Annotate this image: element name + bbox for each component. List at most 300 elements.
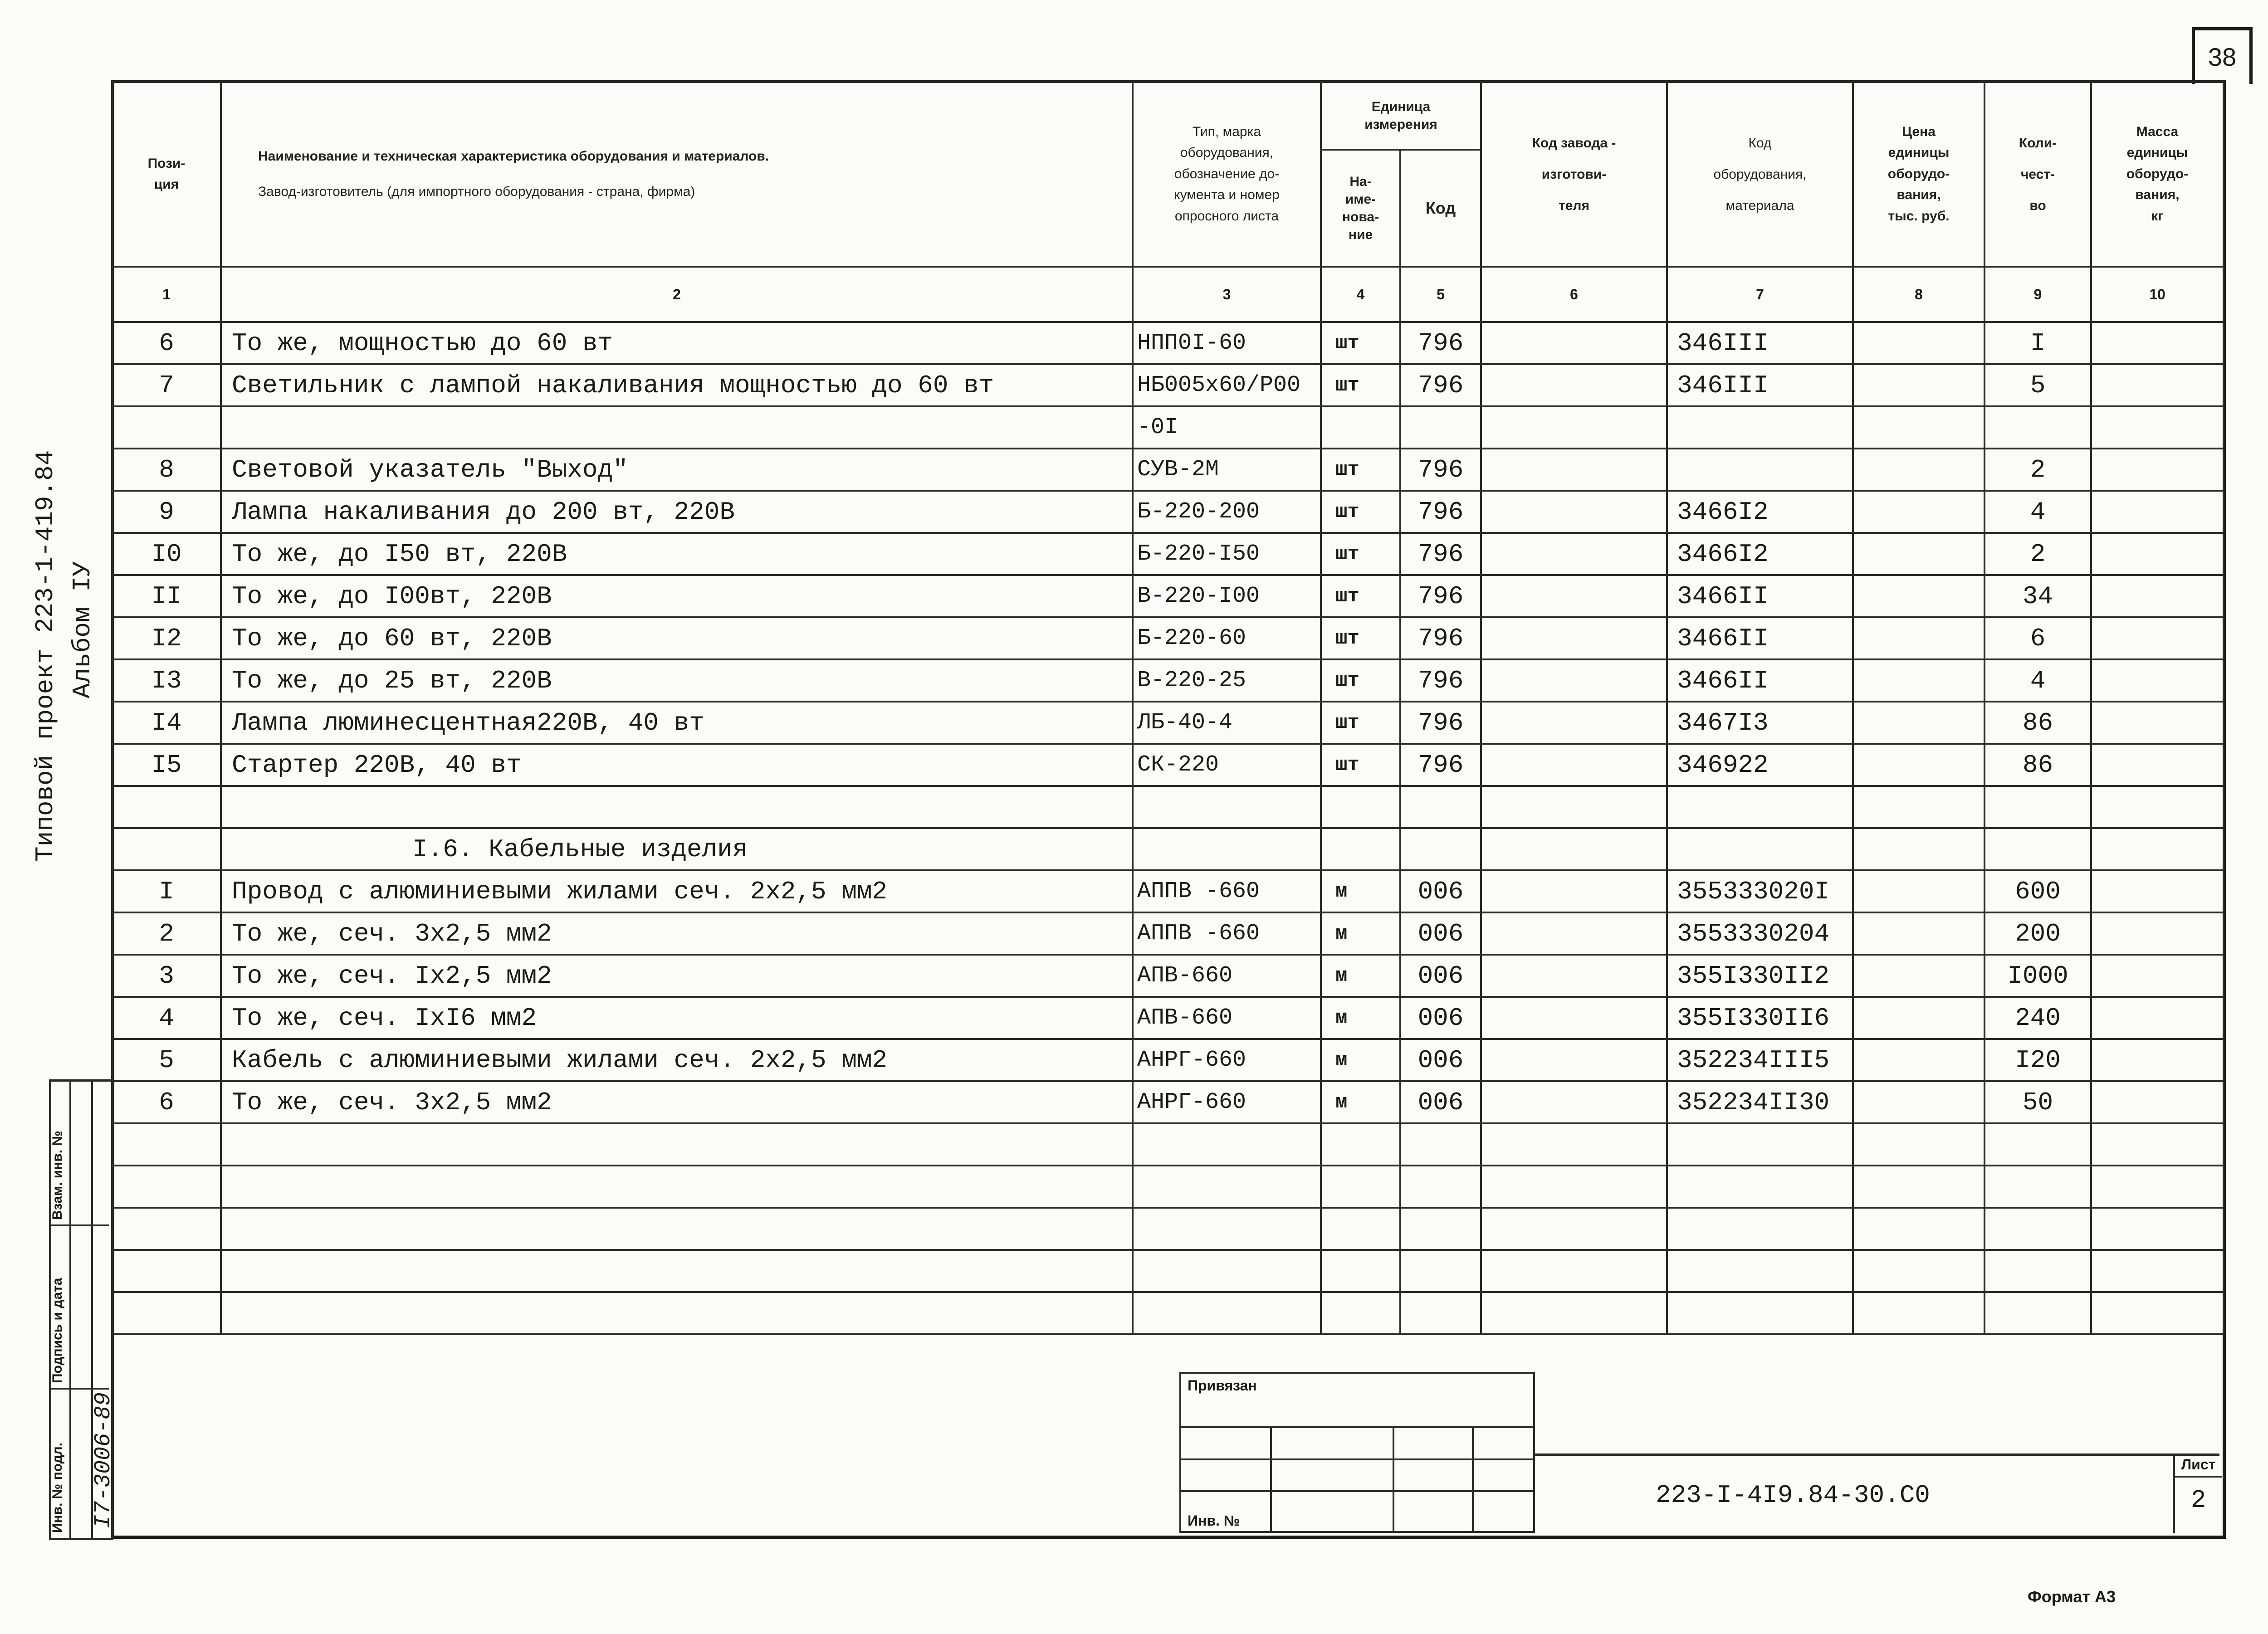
cell-price [1853,533,1984,575]
cell-qty: I000 [1984,955,2091,997]
cell-code: 006 [1400,1081,1481,1123]
cell-mass [2091,491,2224,533]
cell-plant [1481,828,1667,870]
cell-pos: I4 [112,702,221,744]
cell-plant [1481,1123,1667,1166]
cell-price [1853,1123,1984,1166]
cell-eq: 346III [1667,322,1853,364]
header-name-line1: Наименование и техническая характеристика оборудования и материалов. [258,149,769,164]
album-title: Альбом IУ [68,561,97,698]
cell-type: АПВ-660 [1133,997,1321,1039]
cell-type: СК-220 [1133,744,1321,786]
cell-plant [1481,491,1667,533]
table-row [112,533,2224,575]
cell-eq [1667,786,1853,828]
header-unit-group: Единица измерения [1321,82,1481,150]
cell-eq: 3466I2 [1667,491,1853,533]
header-quantity: Коли- чест- во [1984,82,2091,267]
cell-name: То же, до 60 вт, 220В [221,617,1133,659]
side-label-signature: Подпись и дата [50,1278,65,1383]
stamp-sheet-box [2173,1454,2222,1533]
cell-code [1400,828,1481,870]
cell-pos: 9 [112,491,221,533]
cell-unit: шт [1321,744,1400,786]
cell-qty: 240 [1984,997,2091,1039]
cell-price [1853,1039,1984,1081]
cell-mass [2091,1081,2224,1123]
cell-price [1853,1292,1984,1334]
table-row [112,617,2224,659]
cell-qty: 4 [1984,491,2091,533]
cell-plant [1481,1039,1667,1081]
header-equipment-code: Код оборудования, материала [1667,82,1853,267]
column-number: 3 [1133,267,1321,322]
header-unit-name: На- име- нова- ние [1321,150,1400,267]
cell-unit [1321,1208,1400,1250]
cell-name: То же, до I50 вт, 220В [221,533,1133,575]
cell-mass [2091,575,2224,617]
cell-price [1853,659,1984,702]
cell-qty: 6 [1984,617,2091,659]
cell-qty: 200 [1984,912,2091,955]
cell-pos: II [112,575,221,617]
cell-unit [1321,406,1400,449]
cell-type: АППВ -660 [1133,912,1321,955]
project-title: Типовой проект 223-1-419.84 [31,450,60,862]
cell-plant [1481,786,1667,828]
cell-pos [112,1208,221,1250]
cell-unit: м [1321,955,1400,997]
cell-price [1853,828,1984,870]
specification-table [111,81,2224,1335]
cell-code: 796 [1400,322,1481,364]
cell-code [1400,1123,1481,1166]
table-row [112,786,2224,828]
cell-name: То же, до I00вт, 220В [221,575,1133,617]
cell-price [1853,955,1984,997]
cell-type: АППВ -660 [1133,870,1321,912]
cell-qty: 50 [1984,1081,2091,1123]
cell-pos [112,406,221,449]
cell-price [1853,617,1984,659]
cell-name [221,1292,1133,1334]
cell-plant [1481,659,1667,702]
cell-plant [1481,997,1667,1039]
cell-type [1133,828,1321,870]
cell-pos: 7 [112,364,221,406]
cell-mass [2091,1123,2224,1166]
cell-eq [1667,1123,1853,1166]
cell-unit [1321,1166,1400,1208]
cell-unit: шт [1321,617,1400,659]
header-price: Цена единицы оборудо- вания, тыс. руб. [1853,82,1984,267]
cell-eq [1667,406,1853,449]
cell-plant [1481,1081,1667,1123]
cell-type [1133,1166,1321,1208]
header-position: Пози- ция [112,82,221,267]
cell-qty [1984,406,2091,449]
cell-name: То же, сеч. IхI6 мм2 [221,997,1133,1039]
cell-price [1853,364,1984,406]
header-name-line2: Завод-изготовитель (для импортного оборудования - страна, фирма) [258,184,695,199]
cell-name: I.6. Кабельные изделия [221,828,1133,870]
cell-price [1853,997,1984,1039]
cell-name: То же, до 25 вт, 220В [221,659,1133,702]
cell-mass [2091,449,2224,491]
cell-code: 796 [1400,575,1481,617]
cell-qty [1984,828,2091,870]
cell-type: ЛБ-40-4 [1133,702,1321,744]
cell-type: НПП0I-60 [1133,322,1321,364]
table-row [112,449,2224,491]
cell-plant [1481,955,1667,997]
stamp-linked: Привязан [1180,1373,1534,1427]
side-label-replace: Взам. инв. № [50,1131,65,1220]
cell-plant [1481,533,1667,575]
cell-eq: 352234III5 [1667,1039,1853,1081]
cell-code: 796 [1400,533,1481,575]
column-number: 6 [1481,267,1667,322]
cell-mass [2091,406,2224,449]
header-mass: Масса единицы оборудо- вания, кг [2091,82,2224,267]
cell-mass [2091,955,2224,997]
column-number: 5 [1400,267,1481,322]
cell-unit: шт [1321,364,1400,406]
cell-name [221,1250,1133,1292]
cell-eq: 3466II [1667,575,1853,617]
cell-eq: 3466II [1667,659,1853,702]
cell-unit [1321,1123,1400,1166]
cell-mass [2091,828,2224,870]
cell-code: 796 [1400,491,1481,533]
cell-eq [1667,1208,1853,1250]
cell-type [1133,1208,1321,1250]
cell-eq: 3553330204 [1667,912,1853,955]
cell-eq: 352234II30 [1667,1081,1853,1123]
cell-price [1853,912,1984,955]
column-number: 4 [1321,267,1400,322]
table-row [112,870,2224,912]
cell-mass [2091,912,2224,955]
cell-qty: 2 [1984,449,2091,491]
cell-qty [1984,786,2091,828]
stamp-sheet-value: 2 [2190,1486,2206,1515]
cell-qty: 34 [1984,575,2091,617]
header-name [221,82,1133,267]
cell-pos: 8 [112,449,221,491]
cell-code [1400,1208,1481,1250]
table-row [112,1123,2224,1166]
cell-code [1400,1250,1481,1292]
table-row [112,1166,2224,1208]
cell-unit: шт [1321,533,1400,575]
cell-mass [2091,1208,2224,1250]
cell-price [1853,870,1984,912]
cell-qty: 86 [1984,702,2091,744]
cell-pos [112,828,221,870]
cell-code: 006 [1400,912,1481,955]
cell-name: Световой указатель "Выход" [221,449,1133,491]
cell-type: АНРГ-660 [1133,1039,1321,1081]
cell-name: Стартер 220В, 40 вт [221,744,1133,786]
cell-mass [2091,1292,2224,1334]
cell-type: В-220-I00 [1133,575,1321,617]
table-row [112,406,2224,449]
cell-pos: 6 [112,1081,221,1123]
cell-name [221,1208,1133,1250]
cell-qty: 4 [1984,659,2091,702]
cell-eq [1667,449,1853,491]
cell-price [1853,1081,1984,1123]
cell-type: АНРГ-660 [1133,1081,1321,1123]
cell-name: Кабель с алюминиевыми жилами сеч. 2х2,5 мм2 [221,1039,1133,1081]
column-number: 1 [112,267,221,322]
cell-price [1853,1250,1984,1292]
cell-code [1400,1292,1481,1334]
column-number: 8 [1853,267,1984,322]
cell-unit: шт [1321,322,1400,364]
cell-type: Б-220-60 [1133,617,1321,659]
cell-pos [112,1123,221,1166]
cell-type: АПВ-660 [1133,955,1321,997]
cell-eq: 3466II [1667,617,1853,659]
cell-type: НБ005х60/Р00 [1133,364,1321,406]
cell-code [1400,786,1481,828]
side-label-inv-orig: Инв. № подл. [50,1442,65,1533]
cell-name [221,1166,1133,1208]
stamp-linked-block [1179,1372,1535,1533]
table-body [112,322,2224,1334]
cell-mass [2091,364,2224,406]
cell-qty [1984,1250,2091,1292]
cell-code: 796 [1400,744,1481,786]
cell-type: Б-220-I50 [1133,533,1321,575]
cell-type: В-220-25 [1133,659,1321,702]
cell-plant [1481,1292,1667,1334]
cell-qty [1984,1166,2091,1208]
cell-eq: 355I330II2 [1667,955,1853,997]
table-row [112,744,2224,786]
cell-pos: I5 [112,744,221,786]
cell-plant [1481,449,1667,491]
table-row [112,912,2224,955]
cell-unit: шт [1321,659,1400,702]
cell-price [1853,1208,1984,1250]
cell-pos: I2 [112,617,221,659]
cell-mass [2091,702,2224,744]
column-number-row [112,267,2224,322]
cell-plant [1481,870,1667,912]
cell-code [1400,406,1481,449]
sheet-number: 38 [2192,27,2253,84]
cell-unit [1321,828,1400,870]
stamp-sheet-label: Лист [2175,1454,2222,1478]
cell-pos [112,1166,221,1208]
stamp-inv: Инв. № [1180,1491,1271,1532]
cell-name [221,406,1133,449]
cell-name: Лампа накаливания до 200 вт, 220В [221,491,1133,533]
cell-qty [1984,1292,2091,1334]
cell-type: Б-220-200 [1133,491,1321,533]
cell-unit: м [1321,870,1400,912]
table-row [112,575,2224,617]
cell-name: Светильник с лампой накаливания мощностью до 60 вт [221,364,1133,406]
cell-name: То же, сеч. 3х2,5 мм2 [221,912,1133,955]
cell-plant [1481,1250,1667,1292]
cell-eq [1667,1166,1853,1208]
cell-type [1133,1123,1321,1166]
cell-pos: 5 [112,1039,221,1081]
column-number: 9 [1984,267,2091,322]
cell-pos [112,1250,221,1292]
cell-unit: шт [1321,491,1400,533]
cell-price [1853,406,1984,449]
header-plant-code: Код завода - изготови- теля [1481,82,1667,267]
cell-unit: шт [1321,702,1400,744]
cell-plant [1481,702,1667,744]
cell-mass [2091,997,2224,1039]
cell-type [1133,1292,1321,1334]
cell-code: 796 [1400,449,1481,491]
column-number: 7 [1667,267,1853,322]
cell-code [1400,1166,1481,1208]
cell-qty: I [1984,322,2091,364]
cell-code: 796 [1400,364,1481,406]
cell-code: 006 [1400,870,1481,912]
cell-mass [2091,870,2224,912]
cell-name [221,1123,1133,1166]
cell-qty: 600 [1984,870,2091,912]
cell-unit: шт [1321,449,1400,491]
cell-type: СУВ-2М [1133,449,1321,491]
cell-code: 796 [1400,659,1481,702]
cell-mass [2091,1250,2224,1292]
table-row [112,702,2224,744]
side-inv-number: I7-3006-89 [91,1392,117,1528]
cell-eq: 346III [1667,364,1853,406]
cell-plant [1481,1166,1667,1208]
column-number: 10 [2091,267,2224,322]
column-number: 2 [221,267,1133,322]
cell-name: Лампа люминесцентная220В, 40 вт [221,702,1133,744]
cell-mass [2091,533,2224,575]
cell-eq [1667,1250,1853,1292]
cell-price [1853,786,1984,828]
cell-name: Провод с алюминиевыми жилами сеч. 2х2,5 мм2 [221,870,1133,912]
table-row [112,659,2224,702]
cell-unit [1321,1292,1400,1334]
cell-unit [1321,1250,1400,1292]
cell-plant [1481,406,1667,449]
cell-qty [1984,1123,2091,1166]
cell-code: 006 [1400,1039,1481,1081]
table-row [112,491,2224,533]
table-row [112,364,2224,406]
cell-plant [1481,912,1667,955]
cell-pos [112,1292,221,1334]
cell-price [1853,744,1984,786]
cell-name [221,786,1133,828]
cell-unit: м [1321,1039,1400,1081]
cell-price [1853,702,1984,744]
cell-plant [1481,744,1667,786]
cell-name: То же, сеч. Iх2,5 мм2 [221,955,1133,997]
table-row [112,997,2224,1039]
cell-pos: I3 [112,659,221,702]
cell-mass [2091,1166,2224,1208]
cell-price [1853,1166,1984,1208]
cell-code: 796 [1400,617,1481,659]
cell-type: -0I [1133,406,1321,449]
header-type: Тип, марка оборудования, обозначение до- кумента и номер опросного листа [1133,82,1321,267]
table-row [112,1292,2224,1334]
cell-eq [1667,828,1853,870]
cell-plant [1481,1208,1667,1250]
cell-type [1133,1250,1321,1292]
cell-price [1853,491,1984,533]
cell-name: То же, мощностью до 60 вт [221,322,1133,364]
cell-pos: I [112,870,221,912]
cell-mass [2091,786,2224,828]
table-row [112,1081,2224,1123]
cell-plant [1481,575,1667,617]
table-row [112,1250,2224,1292]
cell-eq: 355333020I [1667,870,1853,912]
format-label: Формат А3 [2028,1587,2116,1606]
table-row [112,322,2224,364]
cell-plant [1481,322,1667,364]
cell-eq: 3466I2 [1667,533,1853,575]
cell-plant [1481,364,1667,406]
cell-qty: 5 [1984,364,2091,406]
table-row [112,1039,2224,1081]
cell-eq [1667,1292,1853,1334]
cell-eq: 346922 [1667,744,1853,786]
cell-eq: 355I330II6 [1667,997,1853,1039]
table-row [112,955,2224,997]
cell-name: То же, сеч. 3х2,5 мм2 [221,1081,1133,1123]
cell-mass [2091,659,2224,702]
cell-unit: м [1321,912,1400,955]
cell-qty: 2 [1984,533,2091,575]
cell-plant [1481,617,1667,659]
cell-mass [2091,322,2224,364]
cell-code: 006 [1400,997,1481,1039]
cell-pos: I0 [112,533,221,575]
table-row [112,828,2224,870]
cell-code: 006 [1400,955,1481,997]
cell-unit: шт [1321,575,1400,617]
cell-mass [2091,1039,2224,1081]
cell-mass [2091,744,2224,786]
cell-qty [1984,1208,2091,1250]
cell-unit: м [1321,1081,1400,1123]
cell-price [1853,449,1984,491]
cell-mass [2091,617,2224,659]
cell-qty: 86 [1984,744,2091,786]
cell-unit: м [1321,997,1400,1039]
cell-pos: 2 [112,912,221,955]
cell-code: 796 [1400,702,1481,744]
cell-qty: I20 [1984,1039,2091,1081]
cell-pos: 6 [112,322,221,364]
cell-eq: 3467I3 [1667,702,1853,744]
document-code: 223-I-4I9.84-30.C0 [1656,1481,1930,1510]
cell-price [1853,575,1984,617]
cell-pos: 4 [112,997,221,1039]
cell-unit [1321,786,1400,828]
table-row [112,1208,2224,1250]
